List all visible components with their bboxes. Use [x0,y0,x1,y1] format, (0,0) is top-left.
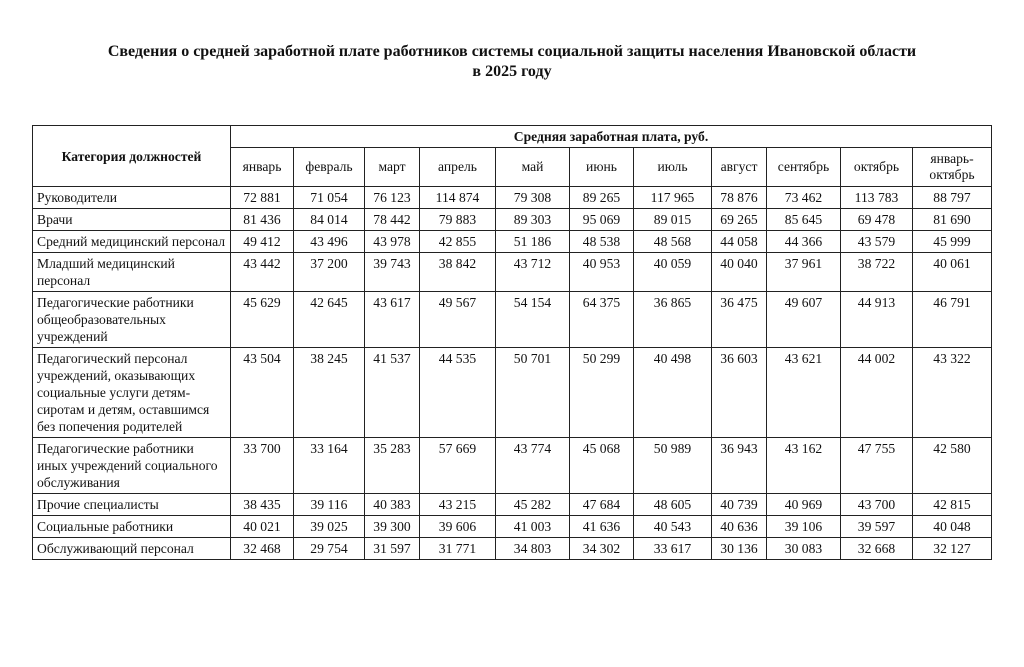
salary-value: 113 783 [841,187,913,209]
salary-value: 44 913 [841,292,913,348]
table-row [33,516,992,538]
salary-value: 114 874 [420,187,496,209]
salary-value: 79 883 [420,209,496,231]
salary-value: 88 797 [913,187,992,209]
salary-value: 45 999 [913,231,992,253]
month-header: январь- октябрь [913,148,992,187]
salary-value: 45 068 [570,438,634,494]
salary-value: 36 865 [634,292,712,348]
salary-value: 38 245 [294,348,365,438]
header-row-top [33,126,992,148]
salary-value: 49 567 [420,292,496,348]
category-name: Младший медицинский персонал [33,253,231,292]
salary-value: 89 303 [496,209,570,231]
salary-value: 43 700 [841,494,913,516]
month-header: октябрь [841,148,913,187]
salary-value: 42 580 [913,438,992,494]
salary-value: 72 881 [231,187,294,209]
salary-value: 45 282 [496,494,570,516]
title-line-2: в 2025 году [472,63,552,80]
month-header: сентябрь [767,148,841,187]
salary-value: 40 543 [634,516,712,538]
salary-value: 40 059 [634,253,712,292]
salary-value: 38 722 [841,253,913,292]
salary-value: 33 164 [294,438,365,494]
salary-value: 48 605 [634,494,712,516]
salary-value: 40 048 [913,516,992,538]
salary-value: 49 607 [767,292,841,348]
salary-value: 40 061 [913,253,992,292]
salary-value: 36 603 [712,348,767,438]
salary-table [32,125,992,560]
category-name: Врачи [33,209,231,231]
table-row [33,209,992,231]
salary-value: 89 265 [570,187,634,209]
salary-value: 44 058 [712,231,767,253]
month-header: февраль [294,148,365,187]
salary-value: 42 645 [294,292,365,348]
salary-value: 54 154 [496,292,570,348]
salary-value: 39 300 [365,516,420,538]
salary-value: 43 322 [913,348,992,438]
salary-value: 30 136 [712,538,767,560]
salary-value: 40 021 [231,516,294,538]
month-header: март [365,148,420,187]
salary-value: 43 442 [231,253,294,292]
salary-value: 49 412 [231,231,294,253]
salary-value: 37 961 [767,253,841,292]
category-header: Категория должностей [33,126,231,187]
salary-value: 78 876 [712,187,767,209]
salary-value: 43 621 [767,348,841,438]
salary-value: 69 478 [841,209,913,231]
salary-value: 71 054 [294,187,365,209]
salary-value: 40 953 [570,253,634,292]
salary-value: 43 215 [420,494,496,516]
month-header: август [712,148,767,187]
salary-value: 57 669 [420,438,496,494]
title-line-1: Сведения о средней заработной плате работников системы социальной защиты населения Ивановской области [107,43,917,60]
salary-value: 36 943 [712,438,767,494]
salary-value: 40 969 [767,494,841,516]
salary-value: 44 366 [767,231,841,253]
salary-value: 40 498 [634,348,712,438]
salary-value: 32 668 [841,538,913,560]
salary-value: 40 739 [712,494,767,516]
salary-value: 44 535 [420,348,496,438]
salary-value: 41 003 [496,516,570,538]
category-name: Педагогический персонал учреждений, оказывающих социальные услуги детям-сиротам и детям, оставшимся без попечения родителей [33,348,231,438]
salary-value: 38 435 [231,494,294,516]
salary-header: Средняя заработная плата, руб. [231,126,992,148]
salary-value: 48 538 [570,231,634,253]
salary-value: 40 636 [712,516,767,538]
salary-value: 84 014 [294,209,365,231]
category-name: Педагогические работники общеобразовательных учреждений [33,292,231,348]
salary-value: 43 579 [841,231,913,253]
table-row [33,494,992,516]
salary-value: 48 568 [634,231,712,253]
table-row [33,187,992,209]
salary-value: 41 636 [570,516,634,538]
table-row [33,438,992,494]
salary-value: 31 597 [365,538,420,560]
salary-value: 43 617 [365,292,420,348]
salary-value: 78 442 [365,209,420,231]
salary-value: 39 116 [294,494,365,516]
salary-value: 50 989 [634,438,712,494]
salary-value: 32 127 [913,538,992,560]
salary-value: 73 462 [767,187,841,209]
salary-value: 47 755 [841,438,913,494]
salary-value: 43 504 [231,348,294,438]
table-row [33,231,992,253]
salary-value: 45 629 [231,292,294,348]
table-row [33,348,992,438]
salary-value: 81 436 [231,209,294,231]
table-row [33,253,992,292]
salary-value: 95 069 [570,209,634,231]
salary-value: 50 299 [570,348,634,438]
category-name: Прочие специалисты [33,494,231,516]
salary-value: 29 754 [294,538,365,560]
salary-value: 43 978 [365,231,420,253]
document-title [0,42,1024,82]
salary-value: 36 475 [712,292,767,348]
salary-value: 43 162 [767,438,841,494]
salary-value: 89 015 [634,209,712,231]
salary-value: 39 025 [294,516,365,538]
month-header: апрель [420,148,496,187]
salary-value: 33 700 [231,438,294,494]
salary-value: 42 855 [420,231,496,253]
table-row [33,292,992,348]
category-name: Руководители [33,187,231,209]
salary-value: 32 468 [231,538,294,560]
salary-value: 76 123 [365,187,420,209]
salary-value: 39 606 [420,516,496,538]
month-header: июнь [570,148,634,187]
salary-value: 34 302 [570,538,634,560]
salary-value: 39 743 [365,253,420,292]
salary-value: 117 965 [634,187,712,209]
salary-value: 46 791 [913,292,992,348]
salary-value: 34 803 [496,538,570,560]
salary-value: 41 537 [365,348,420,438]
table-row [33,538,992,560]
table-body [33,187,992,560]
salary-value: 39 597 [841,516,913,538]
salary-value: 69 265 [712,209,767,231]
salary-value: 50 701 [496,348,570,438]
salary-value: 40 383 [365,494,420,516]
salary-value: 35 283 [365,438,420,494]
salary-value: 51 186 [496,231,570,253]
month-header: май [496,148,570,187]
salary-value: 42 815 [913,494,992,516]
salary-value: 31 771 [420,538,496,560]
salary-value: 37 200 [294,253,365,292]
month-header: январь [231,148,294,187]
salary-value: 47 684 [570,494,634,516]
salary-value: 64 375 [570,292,634,348]
salary-value: 85 645 [767,209,841,231]
category-name: Социальные работники [33,516,231,538]
salary-value: 44 002 [841,348,913,438]
category-name: Обслуживающий персонал [33,538,231,560]
salary-value: 43 712 [496,253,570,292]
salary-value: 33 617 [634,538,712,560]
salary-value: 43 774 [496,438,570,494]
category-name: Средний медицинский персонал [33,231,231,253]
salary-value: 38 842 [420,253,496,292]
salary-value: 43 496 [294,231,365,253]
month-header: июль [634,148,712,187]
salary-value: 81 690 [913,209,992,231]
salary-value: 40 040 [712,253,767,292]
salary-value: 30 083 [767,538,841,560]
salary-value: 39 106 [767,516,841,538]
category-name: Педагогические работники иных учреждений социального обслуживания [33,438,231,494]
salary-value: 79 308 [496,187,570,209]
